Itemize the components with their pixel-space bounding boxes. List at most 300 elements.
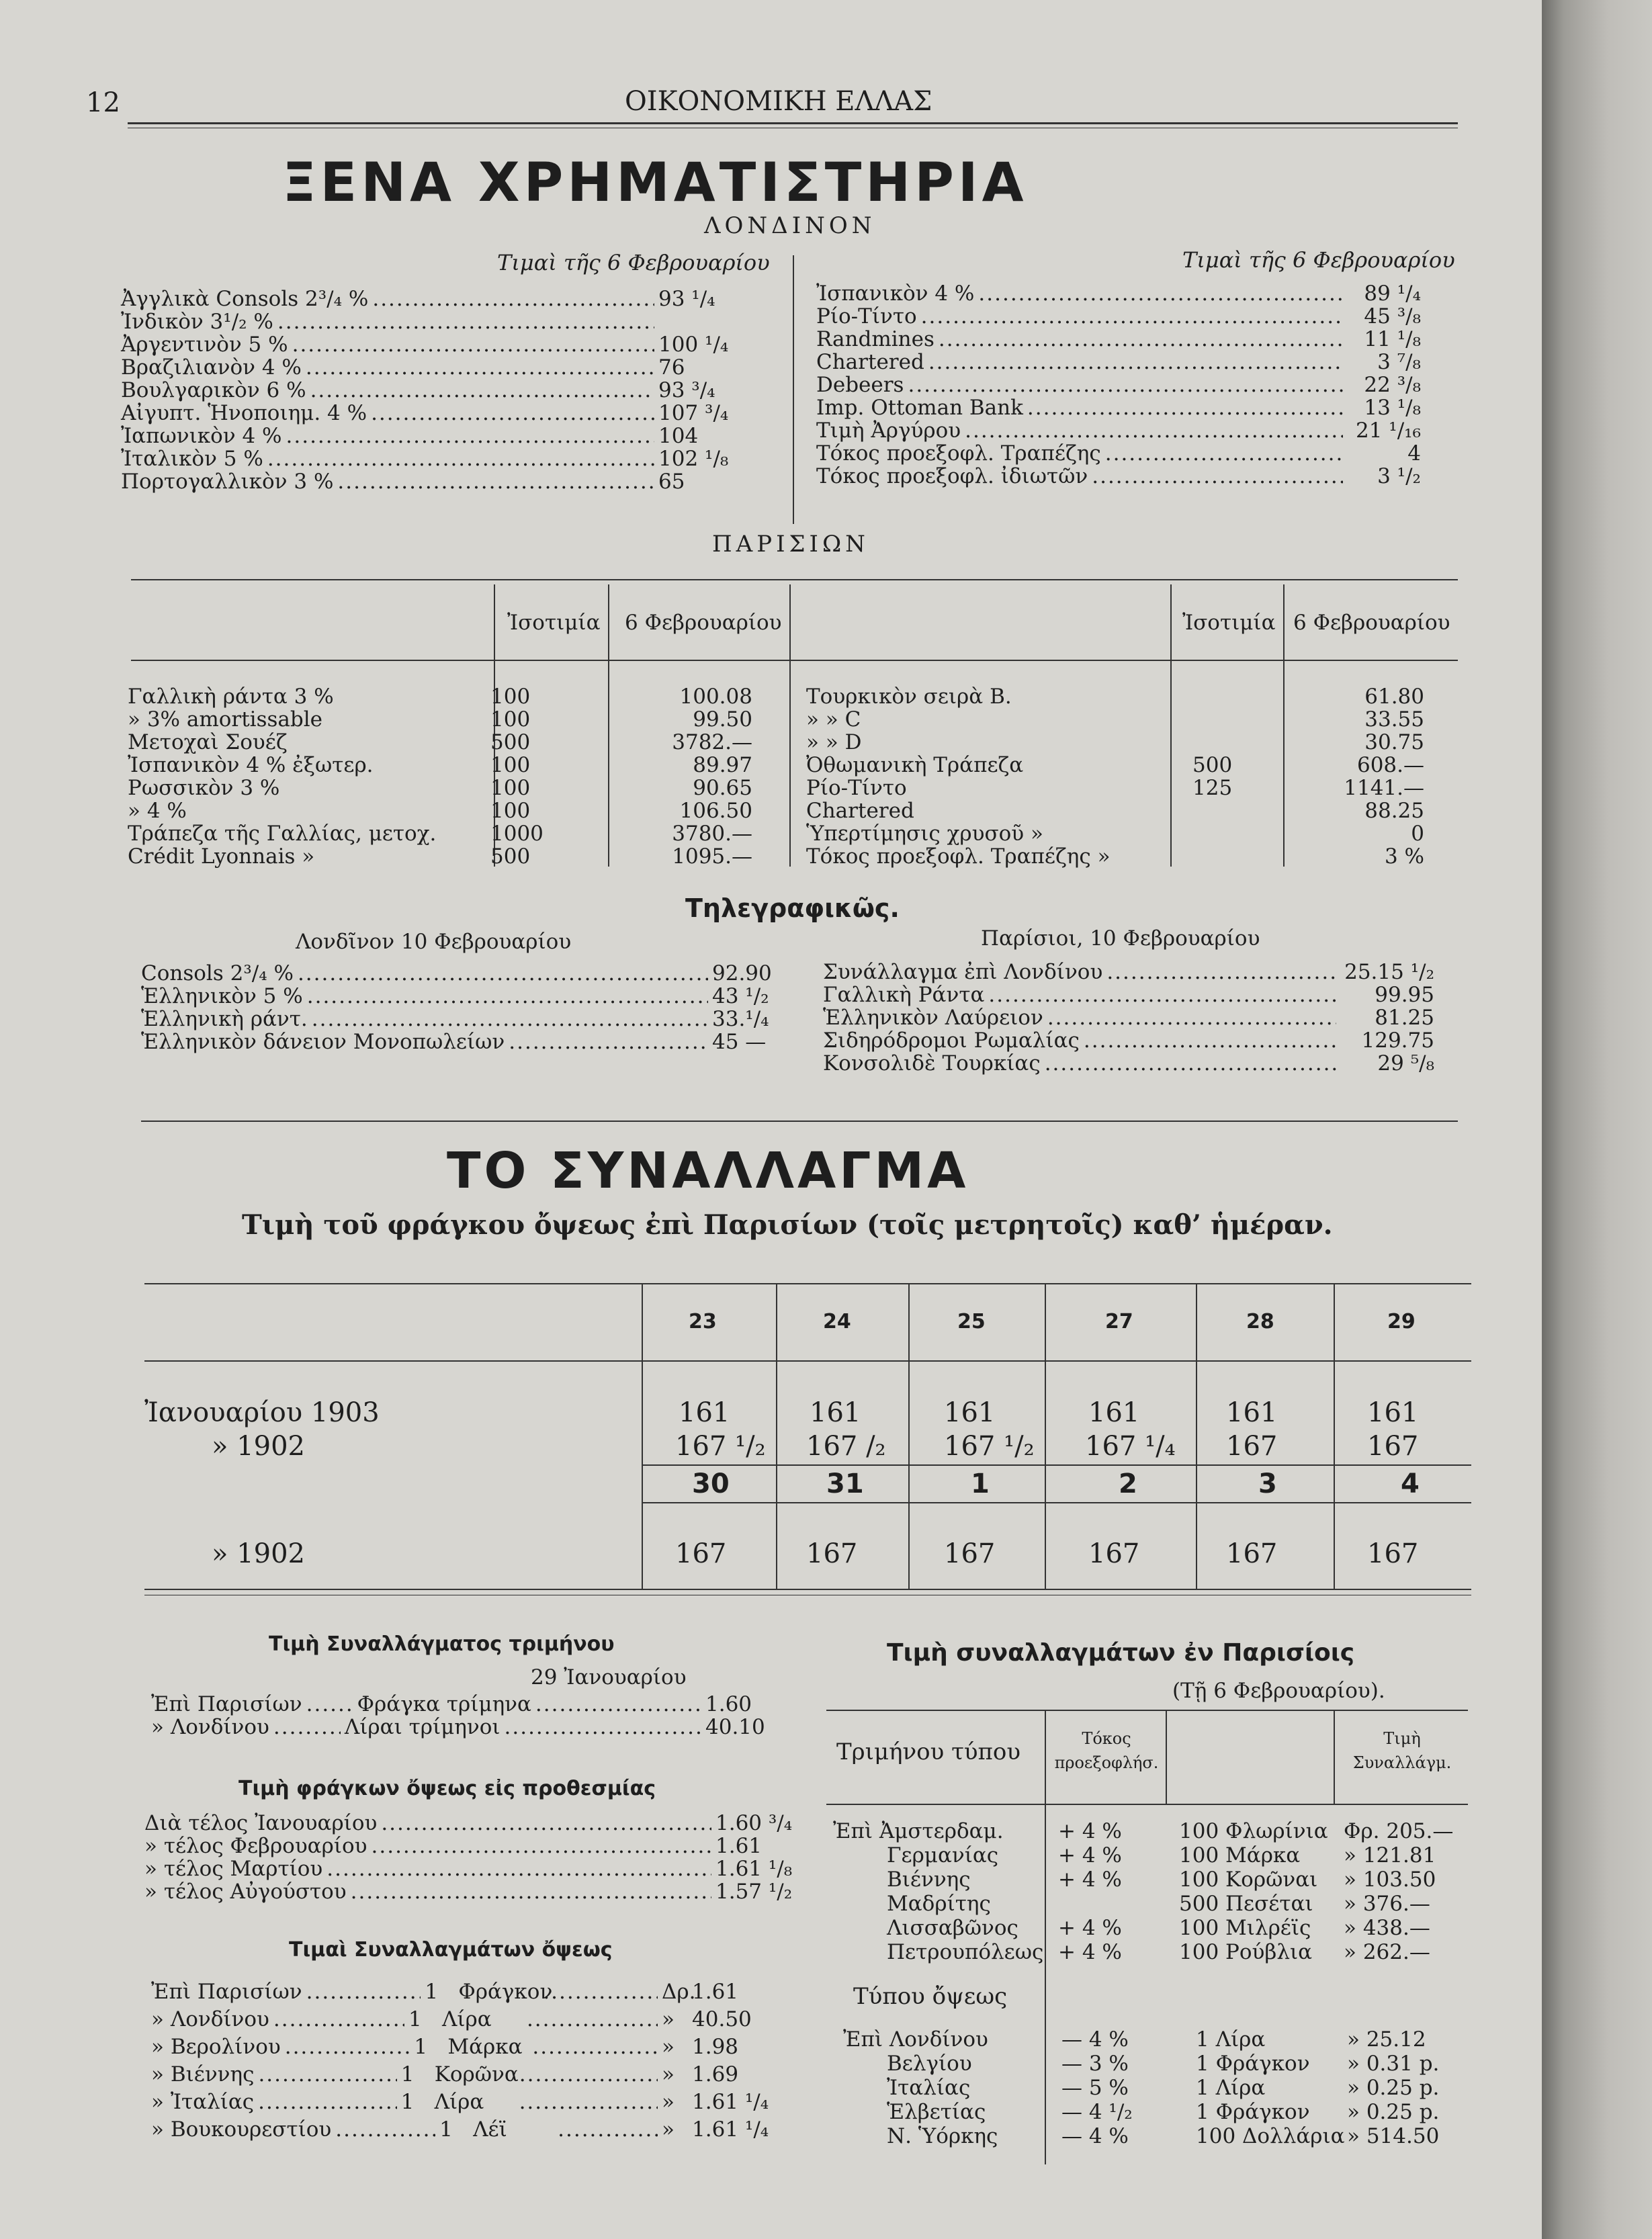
item-currency: » <box>662 2090 675 2114</box>
day-header: 31 <box>826 1468 864 1499</box>
row-par: 100 <box>490 799 531 823</box>
paris-left-rows <box>128 685 867 868</box>
table-row <box>806 754 1424 777</box>
item-name: Κονσολιδὲ Τουρκίας <box>823 1051 1041 1075</box>
paris-rates-col-line <box>1166 1711 1167 1805</box>
row-name: Ἑλβετίας <box>887 2100 986 2124</box>
item-unit: Λίρα <box>441 2007 492 2031</box>
list-item <box>816 328 1421 351</box>
list-item <box>816 282 1421 305</box>
item-value: 22 ³/₈ <box>1364 373 1421 397</box>
list-item <box>816 351 1421 374</box>
list-item <box>121 333 732 356</box>
item-value: 1.60 <box>705 1692 752 1716</box>
row-name: Γαλλικὴ ράντα 3 % <box>128 685 334 708</box>
main-title: ΞΕΝΑ ΧΡΗΜΑΤΙΣΤΗΡΙΑ <box>282 151 1028 214</box>
paris-rates-col-price: Τιμὴ Συναλλάγμ. <box>1352 1729 1452 1772</box>
item-name: Consols 2³/₄ % <box>141 961 294 985</box>
row-rate: — 5 % <box>1061 2076 1129 2100</box>
item-value: 129.75 <box>1361 1028 1434 1053</box>
row-cell: 161 <box>1088 1397 1140 1428</box>
row-par: 100 <box>490 707 531 732</box>
day-header: 2 <box>1119 1468 1137 1499</box>
list-item <box>121 470 732 493</box>
item-value: 40.50 <box>692 2007 752 2031</box>
item-name: Πορτογαλλικὸν 3 % <box>121 470 334 494</box>
day-header: 25 <box>957 1310 986 1333</box>
row-name: Ν. Ὑόρκης <box>887 2124 998 2148</box>
row-par: 500 <box>490 730 531 754</box>
list-item <box>151 2061 769 2089</box>
day-header: 24 <box>823 1310 851 1333</box>
row-par: 500 <box>490 844 531 869</box>
item-name: Τόκος προεξοφλ. ἰδιωτῶν <box>816 464 1088 488</box>
paris-header-rule <box>131 660 1458 661</box>
row-value: 30.75 <box>1364 730 1424 754</box>
table-row <box>806 731 1424 754</box>
paris-rates-date: (Τῇ 6 Φεβρουαρίου). <box>1172 1679 1385 1703</box>
list-item <box>141 1008 786 1030</box>
london-divider <box>793 255 794 524</box>
table-row <box>833 1843 1471 1868</box>
list-item <box>823 1029 1434 1052</box>
list-item <box>121 310 732 333</box>
list-item <box>121 402 732 425</box>
item-currency: » <box>662 2117 675 2142</box>
item-unit: Φράγκον <box>458 1980 553 2004</box>
exchange-col-line <box>776 1284 777 1589</box>
telegraph-london-title: Λονδῖνον 10 Φεβρουαρίου <box>296 930 572 954</box>
list-item <box>144 1880 796 1903</box>
item-name: Ἰαπωνικὸν 4 % <box>121 424 282 448</box>
list-item <box>144 1857 796 1880</box>
item-value: 40.10 <box>705 1715 765 1739</box>
item-value: 1.60 ³/₄ <box>715 1811 793 1835</box>
item-name: » Λονδίνου <box>151 1715 269 1739</box>
item-value: 3 ⁷/₈ <box>1377 350 1421 374</box>
item-name: Συνάλλαγμα ἐπὶ Λονδίνου <box>823 960 1103 984</box>
list-item <box>816 396 1421 419</box>
row-value: 89.97 <box>693 753 752 777</box>
list-item <box>151 2116 769 2144</box>
row-unit: 100 Μάρκα <box>1179 1843 1301 1868</box>
list-item <box>121 288 732 310</box>
item-qty: 1 <box>400 2062 415 2087</box>
exchange-header-rule <box>144 1360 1471 1362</box>
row-value: 90.65 <box>693 776 752 800</box>
row-rate: — 4 % <box>1061 2027 1129 2052</box>
table-row <box>833 1940 1471 1964</box>
table-row <box>833 1819 1471 1843</box>
item-name: Ἑλληνικὸν Λαύρειον <box>823 1006 1043 1030</box>
three-month-list <box>151 1693 769 1739</box>
item-currency: » <box>662 2035 675 2059</box>
item-unit: Λέϊ <box>473 2117 507 2142</box>
london-heading: ΛΟΝΔΙΝΟΝ <box>704 212 876 239</box>
row-value: » 103.50 <box>1344 1868 1436 1892</box>
list-item <box>121 447 732 470</box>
table-row <box>128 708 867 731</box>
item-value: 1.69 <box>692 2062 739 2087</box>
row-cell: 161 <box>944 1397 996 1428</box>
list-item <box>816 465 1421 488</box>
table-row <box>833 2124 1471 2148</box>
item-name: Αἰγυπτ. Ἡνοποιημ. 4 % <box>121 401 367 425</box>
row-value: 3782.— <box>672 730 752 754</box>
row-value: 106.50 <box>679 799 752 823</box>
item-name: » Βουκουρεστίου <box>151 2117 332 2142</box>
row-unit: 1 Φράγκον <box>1196 2052 1310 2076</box>
row-par: 125 <box>1192 776 1233 800</box>
row-name: Λισσαβῶνος <box>887 1916 1018 1940</box>
forward-list <box>144 1812 796 1903</box>
item-unit: Λίρα <box>434 2090 484 2114</box>
exchange-col-line <box>1334 1284 1335 1589</box>
row-rate: + 4 % <box>1058 1868 1122 1892</box>
table-row <box>128 822 867 845</box>
forward-title: Τιμὴ φράγκων ὄψεως εἰς προθεσμίας <box>238 1777 656 1800</box>
london-date-left: Τιμαὶ τῆς 6 Φεβρουαρίου <box>497 250 770 275</box>
day-header: 1 <box>971 1468 990 1499</box>
row-label: » 1902 <box>212 1431 305 1462</box>
table-row <box>806 708 1424 731</box>
exchange-col-line <box>1045 1284 1046 1589</box>
item-name: Ἑλληνικὸν 5 % <box>141 984 303 1008</box>
row-label: » 1902 <box>212 1538 305 1569</box>
row-par: 500 <box>1192 753 1233 777</box>
list-item <box>121 356 732 379</box>
item-name: Debeers <box>816 373 904 397</box>
item-name: Imp. Ottoman Bank <box>816 396 1023 420</box>
item-name: Ρίο-Τίντο <box>816 304 917 328</box>
row-par: 100 <box>490 776 531 800</box>
row-name: Γερμανίας <box>887 1843 999 1868</box>
list-item <box>144 1812 796 1835</box>
item-value: 45 — <box>712 1030 767 1054</box>
list-item <box>823 961 1434 983</box>
day-header: 27 <box>1105 1310 1133 1333</box>
row-name: » 3% amortissable <box>128 708 322 731</box>
telegraph-left-list <box>141 962 786 1053</box>
list-item <box>151 1978 769 2006</box>
list-item <box>144 1835 796 1857</box>
item-value: 81.25 <box>1375 1006 1434 1030</box>
page-edge-shadow <box>1542 0 1652 2239</box>
day-header: 23 <box>689 1310 717 1333</box>
row-unit: 1 Λίρα <box>1196 2027 1266 2052</box>
table-row <box>128 731 867 754</box>
table-row <box>833 2052 1471 2076</box>
table-row <box>806 845 1424 868</box>
row-cell: 161 <box>810 1397 861 1428</box>
item-unit: Κορῶνα <box>434 2062 519 2087</box>
table-row <box>128 754 867 777</box>
row-unit: 1 Φράγκον <box>1196 2100 1310 2124</box>
row-name: Τόκος προεξοφλ. Τραπέζης » <box>806 845 1111 868</box>
paris-right-rows <box>806 685 1424 868</box>
telegraph-heading: Τηλεγραφικῶς. <box>685 893 900 923</box>
row-value: 608.— <box>1356 753 1424 777</box>
row-value: » 438.— <box>1344 1916 1430 1940</box>
row-cell: 161 <box>1367 1397 1419 1428</box>
row-cell: 167 ¹/₄ <box>1085 1431 1176 1462</box>
table-row <box>806 822 1424 845</box>
item-name: Διὰ τέλος Ἰανουαρίου <box>144 1811 378 1835</box>
row-value: » 514.50 <box>1347 2124 1440 2148</box>
item-value: 3 ¹/₂ <box>1377 464 1421 488</box>
row-value: » 262.— <box>1344 1940 1430 1964</box>
item-name: Ἐπὶ Παρισίων <box>151 1692 302 1716</box>
telegraph-paris-title: Παρίσιοι, 10 Φεβρουαρίου <box>981 926 1260 951</box>
list-item <box>141 985 786 1008</box>
three-month-date: 29 Ἰανουαρίου <box>531 1665 687 1689</box>
item-name: Βουλγαρικὸν 6 % <box>121 378 306 402</box>
item-value: 107 ³/₄ <box>658 401 729 425</box>
telegraph-right-list <box>823 961 1434 1075</box>
table-row <box>128 685 867 708</box>
day-header: 3 <box>1258 1468 1277 1499</box>
table-row <box>833 1916 1471 1940</box>
row-name: Τουρκικὸν σειρὰ B. <box>806 685 1012 708</box>
item-name: Chartered <box>816 350 924 374</box>
row-unit: 1 Λίρα <box>1196 2076 1266 2100</box>
row-cell: 161 <box>1226 1397 1278 1428</box>
row-name: Πετρουπόλεως <box>887 1940 1044 1964</box>
exchange-mid-rule <box>642 1464 1471 1466</box>
row-name: Ἰταλίας <box>887 2076 971 2100</box>
paris-rates-col-line <box>1334 1711 1335 1805</box>
row-name: Μετοχαὶ Σουέζ <box>128 731 288 754</box>
row-value: » 0.25 p. <box>1347 2076 1440 2100</box>
row-name: Ἐπὶ Λονδίνου <box>843 2027 988 2052</box>
row-value: 88.25 <box>1364 799 1424 823</box>
item-value: 102 ¹/₈ <box>658 447 729 471</box>
table-row <box>128 845 867 868</box>
item-value: 1.57 ¹/₂ <box>715 1880 793 1904</box>
list-item <box>141 962 786 985</box>
row-cell: 167 <box>1367 1431 1419 1462</box>
item-value: 89 ¹/₄ <box>1364 281 1421 306</box>
item-value: 43 ¹/₂ <box>712 984 769 1008</box>
item-name: Ἀγγλικὰ Consols 2³/₄ % <box>121 287 369 311</box>
table-row <box>833 2100 1471 2124</box>
item-name: Ἐπὶ Παρισίων <box>151 1980 302 2004</box>
row-value: 3780.— <box>672 822 752 846</box>
item-value: 93 ³/₄ <box>658 378 715 402</box>
item-value: 1.61 <box>692 1980 739 2004</box>
paris-rates-title: Τιμὴ συναλλαγμάτων ἐν Παρισίοις <box>887 1639 1355 1667</box>
row-cell: 167 <box>1367 1538 1419 1569</box>
item-value: 1.98 <box>692 2035 739 2059</box>
row-cell: 167 <box>944 1538 996 1569</box>
table-row <box>806 685 1424 708</box>
row-name: Ρωσσικὸν 3 % <box>128 777 280 799</box>
row-value: » 0.31 p. <box>1347 2052 1440 2076</box>
item-value: 25.15 ¹/₂ <box>1344 960 1434 984</box>
list-item <box>816 419 1421 442</box>
row-label: Ἰανουαρίου 1903 <box>144 1397 380 1428</box>
item-currency: » <box>662 2062 675 2087</box>
row-rate: — 3 % <box>1061 2052 1129 2076</box>
paris-top-rule <box>131 579 1458 580</box>
paris-rates-col-rate: Τόκος προεξοφλήσ. <box>1054 1729 1159 1772</box>
row-par: 100 <box>490 753 531 777</box>
item-value: 76 <box>658 355 685 380</box>
header-rule <box>128 122 1458 124</box>
paris-col-date-left: 6 Φεβρουαρίου <box>625 611 782 635</box>
item-qty: 1 <box>439 2117 453 2142</box>
item-qty: 1 <box>408 2007 422 2031</box>
section-rule <box>141 1121 1458 1122</box>
exchange-mid-rule-2 <box>642 1502 1471 1503</box>
list-item <box>151 2033 769 2061</box>
london-right-list <box>816 282 1421 488</box>
item-name: Ἀργεντινὸν 5 % <box>121 333 288 357</box>
row-cell: 167 ¹/₂ <box>675 1431 766 1462</box>
row-cell: 161 <box>679 1397 730 1428</box>
item-name: » Βιέννης <box>151 2062 255 2087</box>
item-name: Ἑλληνικὴ ράντ. <box>141 1007 308 1031</box>
exchange-col-line <box>908 1284 910 1589</box>
item-value: 93 ¹/₄ <box>658 287 715 311</box>
list-item <box>816 305 1421 328</box>
exchange-col-line <box>642 1284 643 1589</box>
item-qty: 1 <box>400 2090 415 2114</box>
exchange-col-line <box>1196 1284 1197 1589</box>
list-item <box>823 983 1434 1006</box>
paris-col-date-right: 6 Φεβρουαρίου <box>1293 611 1450 635</box>
table-row <box>128 777 867 799</box>
row-cell: 167 <box>806 1538 858 1569</box>
row-rate: — 4 % <box>1061 2124 1129 2148</box>
item-name: » τέλος Φεβρουαρίου <box>144 1834 367 1858</box>
london-date-right: Τιμαὶ τῆς 6 Φεβρουαρίου <box>1182 247 1455 273</box>
row-rate: + 4 % <box>1058 1940 1122 1964</box>
paris-col-par-left: Ἰσοτιμία <box>507 611 601 635</box>
row-name: Ὀθωμανικὴ Τράπεζα <box>806 754 1024 777</box>
row-name: Chartered <box>806 799 914 822</box>
exchange-subtitle: Τιμὴ τοῦ φράγκου ὄψεως ἐπὶ Παρισίων (τοῖς μετρητοῖς) καθ’ ἡμέραν. <box>242 1209 1333 1241</box>
row-unit: 100 Μιλρέϊς <box>1179 1916 1311 1940</box>
list-item <box>151 2006 769 2033</box>
row-value: Φρ. 205.— <box>1344 1819 1454 1843</box>
row-value: » 121.81 <box>1344 1843 1436 1868</box>
paris-rates-list-2 <box>833 2027 1471 2148</box>
list-item <box>816 442 1421 465</box>
row-value: 100.08 <box>679 685 752 709</box>
paris-rates-top-rule <box>826 1710 1468 1711</box>
table-row <box>806 799 1424 822</box>
day-header: 4 <box>1401 1468 1420 1499</box>
item-value: 1.61 ¹/₄ <box>692 2090 769 2114</box>
item-name: Τόκος προεξοφλ. Τραπέζης <box>816 441 1101 466</box>
row-name: Ἐπὶ Ἀμστερδαμ. <box>833 1819 1004 1843</box>
item-unit: Λίραι τρίμηνοι <box>344 1715 501 1739</box>
item-qty: 1 <box>425 1980 439 2004</box>
item-name: » τέλος Μαρτίου <box>144 1857 323 1881</box>
item-name: Randmines <box>816 327 934 351</box>
row-cell: 167 <box>1226 1538 1278 1569</box>
item-name: Ἰνδικὸν 3¹/₂ % <box>121 310 273 334</box>
item-value: 45 ³/₈ <box>1364 304 1421 328</box>
row-par: 100 <box>490 685 531 709</box>
item-name: » Ἰταλίας <box>151 2090 255 2114</box>
item-value: 21 ¹/₁₆ <box>1355 419 1421 443</box>
item-value: 1.61 ¹/₈ <box>715 1857 793 1881</box>
item-currency: » <box>662 2007 675 2031</box>
table-row <box>833 1868 1471 1892</box>
row-unit: 100 Φλωρίνια <box>1179 1819 1328 1843</box>
row-value: 1095.— <box>672 844 752 869</box>
row-unit: 100 Ρούβλια <box>1179 1940 1313 1964</box>
row-unit: 100 Δολλάρια <box>1196 2124 1345 2148</box>
row-name: Μαδρίτης <box>887 1892 991 1916</box>
journal-title: ΟΙΚΟΝΟΜΙΚΗ ΕΛΛΑΣ <box>625 86 932 117</box>
exchange-title: ΤΟ ΣΥΝΑΛΛΑΓΜΑ <box>447 1142 969 1200</box>
paris-rates-header-rule <box>826 1804 1468 1805</box>
row-cell: 167 ¹/₂ <box>944 1431 1035 1462</box>
item-unit: Φράγκα τρίμηνα <box>357 1692 531 1716</box>
row-name: » » C <box>806 708 861 731</box>
list-item <box>151 2089 769 2116</box>
row-cell: 167 <box>1226 1431 1278 1462</box>
row-name: Βιέννης <box>887 1868 971 1892</box>
row-value: 0 <box>1411 822 1424 846</box>
list-item <box>823 1052 1434 1075</box>
row-cell: 167 <box>1088 1538 1140 1569</box>
exchange-bottom-rule <box>144 1589 1471 1590</box>
item-name: Τιμὴ Ἀργύρου <box>816 419 961 443</box>
day-header: 28 <box>1246 1310 1274 1333</box>
item-name: Σιδηρόδρομοι Ρωμαλίας <box>823 1028 1080 1053</box>
page-number: 12 <box>86 87 120 118</box>
list-item <box>816 374 1421 396</box>
item-value: 1.61 ¹/₄ <box>692 2117 769 2142</box>
day-header: 29 <box>1387 1310 1416 1333</box>
table-row <box>833 1892 1471 1916</box>
row-rate: + 4 % <box>1058 1819 1122 1843</box>
table-row <box>833 2027 1471 2052</box>
table-row <box>833 2076 1471 2100</box>
sight-list <box>151 1978 769 2144</box>
item-value: 65 <box>658 470 685 494</box>
item-value: 33.¹/₄ <box>712 1007 769 1031</box>
row-rate: + 4 % <box>1058 1916 1122 1940</box>
row-name: Βελγίου <box>887 2052 972 2076</box>
sight-title: Τιμαὶ Συναλλαγμάτων ὄψεως <box>289 1938 613 1962</box>
row-rate: + 4 % <box>1058 1843 1122 1868</box>
row-value: 61.80 <box>1364 685 1424 709</box>
row-value: 99.50 <box>693 707 752 732</box>
row-value: 33.55 <box>1364 707 1424 732</box>
list-item <box>121 379 732 402</box>
list-item <box>121 425 732 447</box>
row-name: Ἰσπανικὸν 4 % ἐξωτερ. <box>128 754 374 777</box>
item-value: 104 <box>658 424 699 448</box>
item-value: 92.90 <box>712 961 772 985</box>
item-name: Ἰταλικὸν 5 % <box>121 447 263 471</box>
item-value: 100 ¹/₄ <box>658 333 729 357</box>
item-unit: Μάρκα <box>447 2035 523 2059</box>
row-value: » 376.— <box>1344 1892 1430 1916</box>
item-value: 4 <box>1407 441 1421 466</box>
row-unit: 500 Πεσέται <box>1179 1892 1313 1916</box>
row-value: 3 % <box>1384 844 1424 869</box>
item-value: 13 ¹/₈ <box>1364 396 1421 420</box>
row-value: » 0.25 p. <box>1347 2100 1440 2124</box>
row-value: » 25.12 <box>1347 2027 1426 2052</box>
paris-heading: ΠΑΡΙΣΙΩΝ <box>712 531 869 558</box>
